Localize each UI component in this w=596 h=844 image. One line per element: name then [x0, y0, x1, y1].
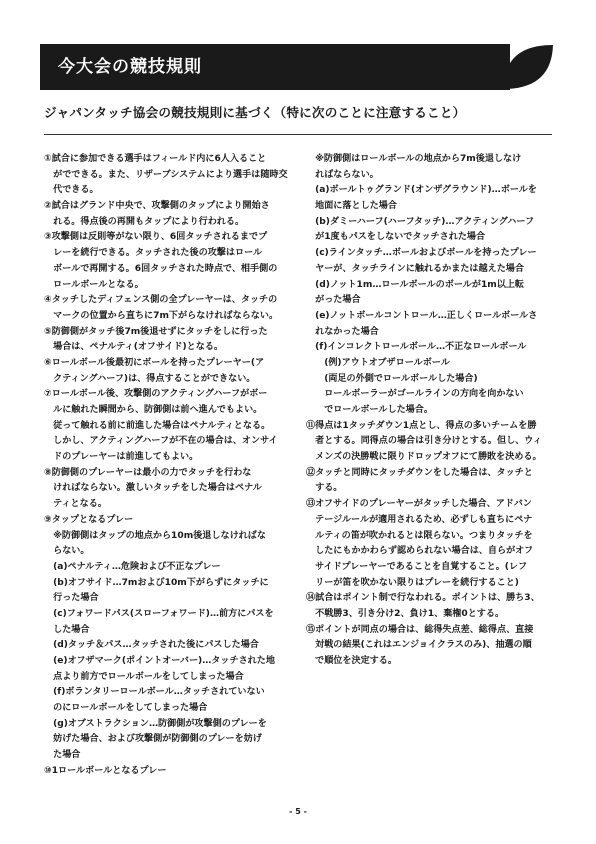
rule-line: た場合	[44, 750, 81, 761]
rule-line: 代できる。	[44, 185, 99, 196]
rule-line: ⑦ロールボール後、攻撃側のアクティングハーフがボー	[44, 389, 268, 400]
rule-line: 不戦勝3、引き分け2、負け1、棄権0とする。	[306, 608, 505, 619]
rule-line: ければならない。激しいタッチをした場合はペナル	[44, 483, 262, 494]
rule-line: (b)オフサイド…7mおよび10m下がらずにタッチに	[44, 577, 269, 588]
rule-line: ⑤防御側がタッチ後7m後退せずにタッチをしに行った	[44, 326, 268, 337]
rule-line: (d)ノット1m…ロールボールのボールが1m以上転	[306, 279, 525, 290]
rule-line: ⑭試合はポイント制で行なわれる。ポイントは、勝ち3、	[306, 593, 540, 604]
rule-line: ロールボールとなる。	[44, 279, 144, 290]
rule-line: 者とする。同得点の場合は引き分けとする。但し、ウィ	[306, 436, 542, 447]
page-title: 今大会の競技規則	[58, 57, 202, 77]
rule-line: 点より前方でロールボールをしてしまった場合	[44, 671, 244, 682]
rule-line: ⑮ポイントが同点の場合は、総得失点差、総得点、直接	[306, 624, 534, 635]
divider	[44, 134, 552, 135]
rule-line: ⑥ロールボール後最初にボールを持ったプレーヤー(ア	[44, 357, 265, 368]
rule-line: ⑬オフサイドのプレーヤーがタッチした場合、アドバン	[306, 499, 532, 510]
rule-line: 場合は、ペナルティ(オフサイド)となる。	[44, 342, 224, 353]
rule-line: した場合	[44, 624, 90, 635]
page-number: - 5 -	[289, 807, 307, 816]
rule-line: ヤーが、タッチラインに触れるかまたは越えた場合	[306, 263, 524, 274]
rule-line: ※防御側はタップの地点から10m後退しなければな	[44, 530, 266, 541]
rule-line: しかし、アクティングハーフが不在の場合は、オンサイ	[44, 436, 278, 447]
rule-line: が1度もパスをしないでタッチされた場合	[306, 232, 486, 243]
rule-line: らない。	[44, 546, 90, 557]
rule-line: ルに触れた瞬間から、防御側は前へ進んでもよい。	[44, 405, 263, 415]
rule-line: で順位を決定する。	[306, 656, 397, 666]
rule-line: 行った場合	[44, 593, 99, 604]
rule-line: ルティの笛が吹かれるとは限らない。つまりタッチを	[306, 530, 533, 541]
rule-line: れる。得点後の再開もタップにより行われる。	[44, 216, 245, 227]
rule-line: リーが笛を吹かない限りはプレーを続行すること)	[306, 577, 519, 588]
leaf-icon	[500, 44, 554, 90]
rule-line: (e)ノットボールコントロール…正しくロールボールさ	[306, 310, 538, 321]
rule-line: (g)オブストラクション…防御側が攻撃側のプレーを	[44, 718, 267, 729]
rule-line: したにもかかわらず認められない場合は、自らがオフ	[306, 546, 534, 557]
rule-line: ⑧防御側のプレーヤーは最小の力でタッチを行わな	[44, 467, 252, 478]
rule-line: ⑪得点は1タッチダウン1点とし、得点の多いチームを勝	[306, 420, 537, 431]
rule-line: (f)インコレクトロールボール…不正なロールボール	[306, 342, 527, 353]
rule-line: ⑨タップとなるプレー	[44, 514, 134, 525]
rule-line: ⑫タッチと同時にタッチダウンをした場合は、タッチと	[306, 467, 533, 478]
rule-line: (例)アウトオブザロールボール	[306, 357, 450, 368]
rule-line: レーを続行できる。タッチされた後の攻撃はロール	[44, 248, 263, 259]
rule-line: (d)タッチ＆パス…タッチされた後にパスした場合	[44, 640, 259, 651]
rule-line: (e)オフザマーク(ポイントオーバー)…タッチされた地	[44, 656, 275, 666]
rule-line: する。	[306, 483, 343, 494]
rule-line: がでできる。また、リザーブシステムにより選手は随時交	[44, 169, 288, 180]
rule-line: ロールボーラーがゴールラインの方向を向かない	[306, 389, 524, 400]
rule-line: (b)ダミーハーフ(ハーフタッチ)…アクティングハーフ	[306, 216, 535, 227]
rules-column-right	[306, 152, 556, 670]
rule-line: (f)ボランタリーロールボール…タッチされていない	[44, 687, 265, 698]
rule-line: (c)ラインタッチ…ボールおよびボールを持ったプレー	[306, 248, 537, 259]
rule-line: ②試合はグランド中央で、攻撃側のタップにより開始さ	[44, 201, 270, 212]
rule-line: でロールボールした場合。	[306, 405, 433, 415]
rule-line: ③攻撃側は反則等がない限り、6回タッチされるまでプ	[44, 232, 268, 243]
rule-line: ①試合に参加できる選手はフィールド内に6人入ること	[44, 154, 267, 164]
rule-line: ボールで再開する。6回タッチされた時点で、相手側の	[44, 263, 278, 274]
rule-line: 対戦の結果(これはエンジョイクラスのみ)、抽選の順	[306, 640, 532, 651]
rule-line: ティとなる。	[44, 499, 107, 510]
rule-line: ※防御側はロールボールの地点から7m後退しなけ	[306, 154, 522, 164]
rule-line: ⑩1ロールボールとなるプレー	[44, 765, 167, 776]
rule-line: 妨げた場合、および攻撃側が防御側のプレーを妨げ	[44, 734, 262, 745]
rule-line: 従って触れる前に前進した場合はペナルティとなる。	[44, 420, 271, 431]
rule-line: ④タッチしたディフェンス側の全プレーヤーは、タッチの	[44, 295, 278, 306]
rule-line: (両足の外側でロールボールした場合)	[306, 373, 478, 384]
rule-line: サイドプレーヤーであることを自覚すること。(レフ	[306, 561, 528, 572]
rule-line: (c)フォワードパス(スローフォワード)…前方にパスを	[44, 608, 274, 619]
rule-line: 地面に落とした場合	[306, 201, 397, 212]
rule-line: テージルールが適用されるため、必ずしも直ちにペナ	[306, 514, 533, 525]
rule-line: ドのプレーヤーは前進してもよい。	[44, 452, 199, 463]
rule-line: クティングハーフ)は、得点することができない。	[44, 373, 256, 384]
rule-line: のにロールボールをしてしまった場合	[44, 703, 208, 714]
rule-line: れなかった場合	[306, 326, 379, 337]
section-subheading: ジャパンタッチ協会の競技規則に基づく（特に次のことに注意すること）	[44, 105, 466, 120]
rule-line: メンズの決勝戦に限りドロップオフにて勝敗を決める。	[306, 452, 542, 463]
rule-line: がった場合	[306, 295, 361, 306]
rule-line: マークの位置から直ちに7m下がらなければならない。	[44, 310, 279, 321]
rule-line: (a)ボールトゥグランド(オンザグラウンド)…ボールを	[306, 185, 537, 196]
rule-line: (a)ペナルティ…危険および不正なプレー	[44, 561, 221, 572]
title-banner	[40, 44, 554, 90]
rule-line: ればならない。	[306, 169, 379, 180]
rules-column-left	[44, 152, 294, 780]
